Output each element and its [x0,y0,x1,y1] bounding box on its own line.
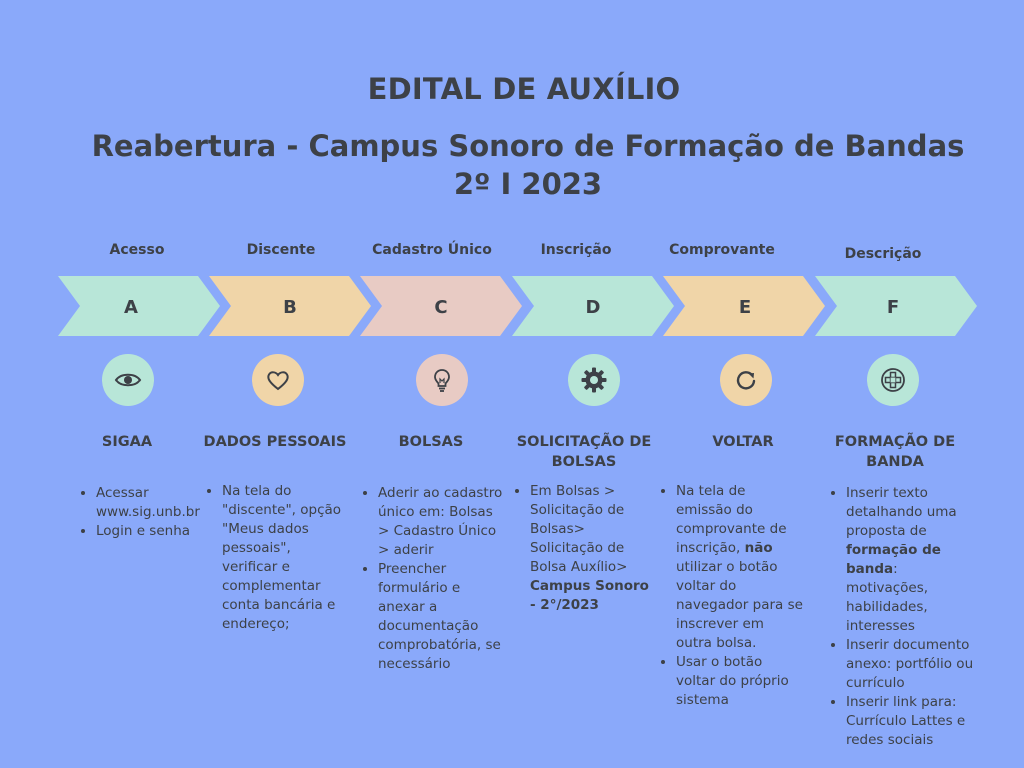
step-icon-circle [867,354,919,406]
step-label: Cadastro Único [372,242,492,258]
step-bullet: • Preencher formulário e anexar a documentação comprobatória, se necessário [378,560,506,674]
step-bullet: • Na tela de emissão do comprovante de inscrição, não utilizar o botão voltar do navegador para se inscrever em outra bolsa. [676,482,804,653]
step-description [828,484,974,750]
heart-icon [263,365,293,395]
subtitle-line-2: 2º I 2023 [453,167,603,201]
step-label: Discente [246,242,316,258]
step-letter: D [585,297,601,318]
step-heading: SIGAA [101,434,153,450]
step-icon-circle [252,354,304,406]
step-label: Inscrição [540,242,612,258]
gear-icon [579,365,609,395]
step-description [204,482,350,634]
step-letter: E [738,297,752,318]
lightbulb-icon [427,365,457,395]
step-icon-circle [720,354,772,406]
step-description [78,484,224,541]
step-bullet: • Na tela do "discente", opção "Meus dados pessoais", verificar e complementar conta bancária e endereço; [222,482,350,634]
step-heading: VOLTAR [712,434,774,450]
step-bullet-list [512,482,658,615]
step-bullet: • Inserir documento anexo: portfólio ou currículo [846,636,974,693]
step-bullet: • Em Bolsas > Solicitação de Bolsas> Solicitação de Bolsa Auxílio> Campus Sonoro - 2°/2023 [530,482,658,615]
step-bullet: • Inserir link para: Currículo Lattes e redes sociais [846,693,974,750]
step-heading: DADOS PESSOAIS [203,434,347,450]
step-letter: A [124,297,138,318]
step-bullet: • Acessar www.sig.unb.br [96,484,224,522]
eye-icon [113,365,143,395]
step-bullet-list [204,482,350,634]
step-label: Descrição [844,246,922,262]
step-label: Acesso [109,242,165,258]
step-description [512,482,658,615]
step-arrow-a [58,276,220,336]
plus-circle-icon [878,365,908,395]
step-letter: B [283,297,297,318]
step-heading: SOLICITAÇÃO DE BOLSAS [516,434,652,470]
step-bullet-list [658,482,804,710]
step-letter: C [434,297,448,318]
step-icon-circle [102,354,154,406]
step-bullet: • Inserir texto detalhando uma proposta de formação de banda: motivações, habilidades, interesses [846,484,974,636]
step-description [658,482,804,710]
refresh-icon [731,365,761,395]
step-label: Comprovante [669,242,775,258]
step-bullet-list [78,484,224,541]
step-bullet: • Aderir ao cadastro único em: Bolsas > Cadastro Único > aderir [378,484,506,560]
step-bullet-list [360,484,506,674]
step-icon-circle [568,354,620,406]
subtitle-line-1: Reabertura - Campus Sonoro de Formação de Bandas [91,129,965,163]
step-bullet: • Usar o botão voltar do próprio sistema [676,653,804,710]
step-description [360,484,506,674]
step-bullet: • Login e senha [96,522,224,541]
page-title: EDITAL DE AUXÍLIO [367,72,681,106]
step-heading: FORMAÇÃO DE BANDA [834,434,956,470]
step-icon-circle [416,354,468,406]
step-letter: F [886,297,900,318]
step-heading: BOLSAS [398,434,464,450]
step-bullet-list [828,484,974,750]
